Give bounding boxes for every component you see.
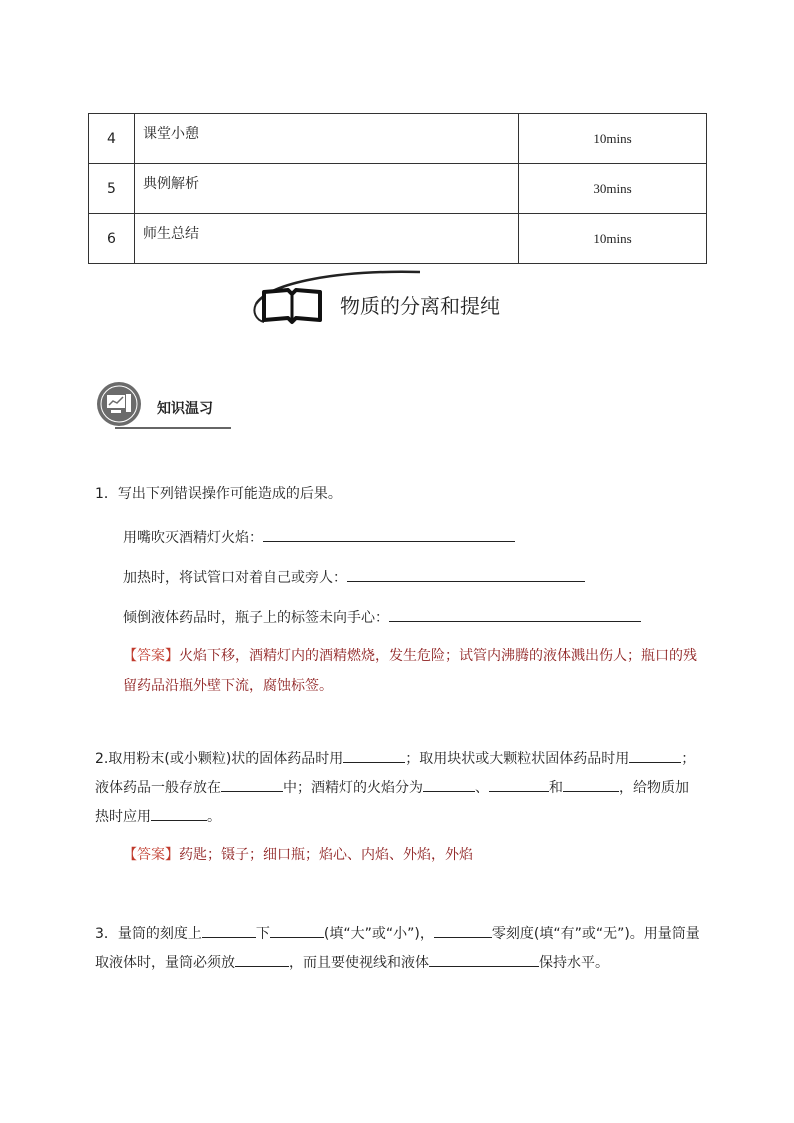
question-1-answer xyxy=(123,641,708,701)
question-text: ；液体药品一般存放在 xyxy=(95,751,696,796)
question-text: ；取用块状或大颗粒状固体药品时用 xyxy=(405,751,630,767)
row-number: 6 xyxy=(89,214,135,264)
question-text: 。 xyxy=(207,809,221,825)
question-1-item-1 xyxy=(123,527,515,547)
answer-blank[interactable] xyxy=(202,923,256,938)
question-text: 中；酒精灯的火焰分为 xyxy=(283,780,423,796)
question-text: 3．量筒的刻度上 xyxy=(95,926,202,942)
question-1-item-3 xyxy=(123,607,641,627)
section-banner xyxy=(250,268,550,328)
question-3 xyxy=(95,920,700,978)
answer-blank[interactable] xyxy=(270,923,324,938)
answer-blank[interactable] xyxy=(389,607,641,622)
question-text: ，给物质加热时应用 xyxy=(95,780,689,825)
answer-text: 药匙；镊子；细口瓶；焰心、内焰、外焰，外焰 xyxy=(179,847,473,863)
question-1-item-2 xyxy=(123,567,585,587)
answer-tag: 【答案】 xyxy=(123,847,179,863)
answer-tag: 【答案】 xyxy=(123,648,179,664)
question-text: ，而且要使视线和液体 xyxy=(289,955,429,971)
question-text: 下 xyxy=(255,926,270,942)
row-number: 4 xyxy=(89,114,135,164)
question-1-prompt: 1．写出下列错误操作可能造成的后果。 xyxy=(95,486,342,502)
answer-blank[interactable] xyxy=(343,748,405,763)
table-row xyxy=(89,164,707,214)
row-number: 5 xyxy=(89,164,135,214)
answer-blank[interactable] xyxy=(235,952,289,967)
answer-blank[interactable] xyxy=(489,777,549,792)
question-text: 保持水平。 xyxy=(539,955,609,971)
row-duration: 10mins xyxy=(519,114,707,164)
question-text: (填“大”或“小”)， xyxy=(323,926,434,942)
knowledge-review-badge xyxy=(95,380,235,432)
question-text: 2.取用粉末(或小颗粒)状的固体药品时用 xyxy=(95,751,344,767)
answer-blank[interactable] xyxy=(221,777,283,792)
answer-blank[interactable] xyxy=(423,777,475,792)
question-2-answer xyxy=(123,840,708,870)
question-text: 、 xyxy=(475,780,489,796)
answer-blank[interactable] xyxy=(263,527,515,542)
answer-blank[interactable] xyxy=(429,952,539,967)
answer-blank[interactable] xyxy=(151,806,207,821)
badge-label: 知识温习 xyxy=(157,401,213,417)
question-text: 零刻度(填“有”或“无”)。用量筒量取液体时，量筒必须放 xyxy=(95,926,700,971)
table-row xyxy=(89,114,707,164)
row-activity: 师生总结 xyxy=(135,214,519,264)
question-text: 和 xyxy=(549,780,563,796)
row-activity: 典例解析 xyxy=(135,164,519,214)
answer-blank[interactable] xyxy=(434,923,492,938)
row-duration: 10mins xyxy=(519,214,707,264)
answer-blank[interactable] xyxy=(563,777,619,792)
answer-blank[interactable] xyxy=(347,567,585,582)
item-text: 加热时，将试管口对着自己或旁人： xyxy=(123,570,347,586)
question-2 xyxy=(95,745,700,832)
answer-text: 火焰下移，酒精灯内的酒精燃烧，发生危险；试管内沸腾的液体溅出伤人；瓶口的残留药品沿瓶外壁下流，腐蚀标签。 xyxy=(123,648,697,694)
schedule-table xyxy=(88,113,707,264)
table-row xyxy=(89,214,707,264)
row-duration: 30mins xyxy=(519,164,707,214)
item-text: 倾倒液体药品时，瓶子上的标签未向手心： xyxy=(123,610,389,626)
answer-blank[interactable] xyxy=(629,748,681,763)
row-activity: 课堂小憩 xyxy=(135,114,519,164)
item-text: 用嘴吹灭酒精灯火焰： xyxy=(123,530,263,546)
section-title: 物质的分离和提纯 xyxy=(340,294,500,318)
